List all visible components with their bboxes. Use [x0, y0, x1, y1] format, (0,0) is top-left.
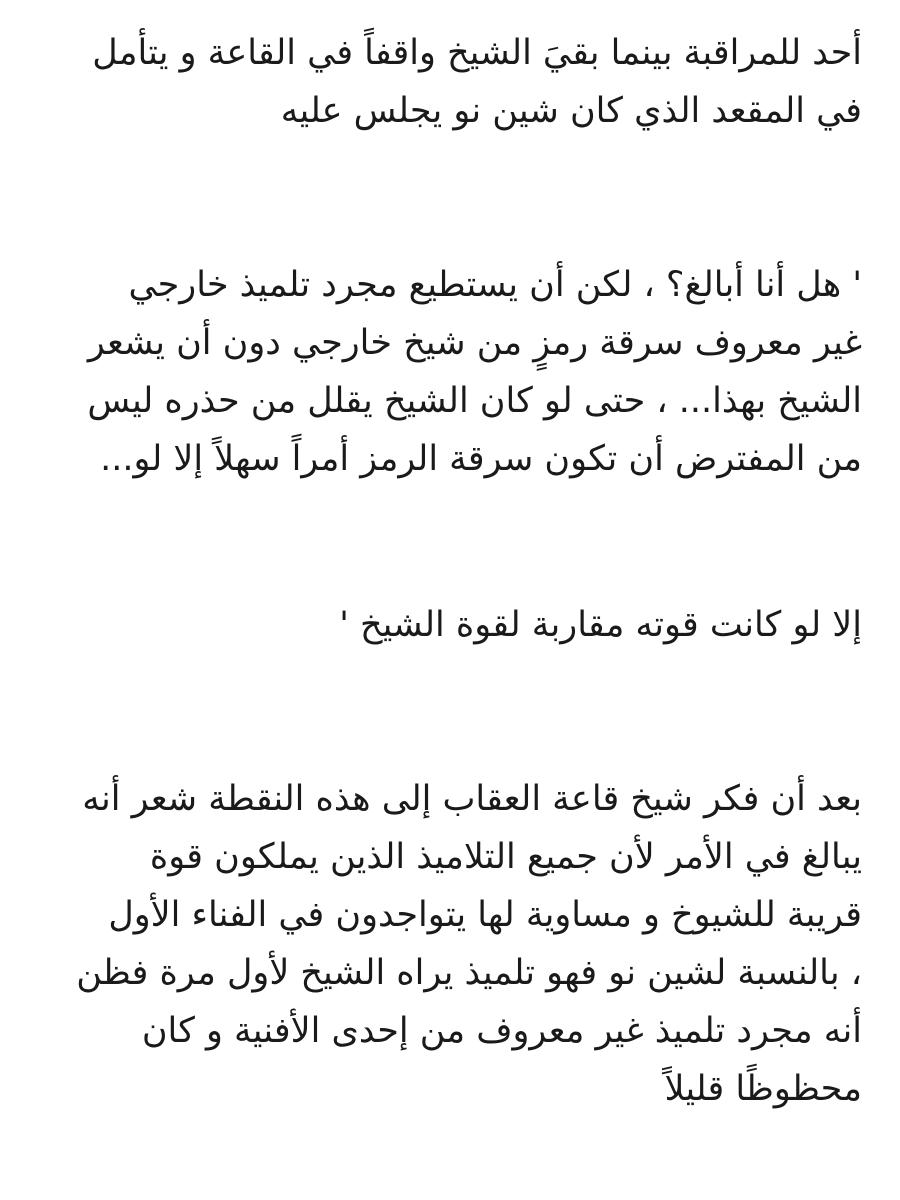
paragraph-line: غير معروف سرقة رمزٍ من شيخ خارجي دون أن يشعر: [87, 323, 862, 363]
paragraph-line: الشيخ بهذا... ، حتى لو كان الشيخ يقلل من حذره ليس: [87, 381, 862, 421]
paragraph-line: أحد للمراقبة بينما بقيَ الشيخ واقفاً في القاعة و يتأمل: [92, 33, 862, 73]
paragraph-line: إلا لو كانت قوته مقاربة لقوة الشيخ ': [339, 605, 862, 645]
paragraph-3: [40, 596, 862, 654]
paragraph-1: [40, 24, 862, 140]
paragraph-line: قريبة للشيوخ و مساوية لها يتواجدون في الفناء الأول: [108, 895, 862, 935]
paragraph-line: ، بالنسبة لشين نو فهو تلميذ يراه الشيخ لأول مرة فظن: [76, 953, 862, 993]
paragraph-4: [40, 770, 862, 1118]
paragraph-2: [40, 256, 862, 488]
paragraph-line: من المفترض أن تكون سرقة الرمز أمراً سهلاً إلا لو...: [100, 439, 862, 479]
paragraph-line: أنه مجرد تلميذ غير معروف من إحدى الأفنية و كان: [141, 1011, 862, 1051]
paragraph-line: محظوظًا قليلاً: [664, 1069, 862, 1109]
paragraph-line: يبالغ في الأمر لأن جميع التلاميذ الذين يملكون قوة: [149, 837, 862, 877]
paragraph-line: بعد أن فكر شيخ قاعة العقاب إلى هذه النقطة شعر أنه: [82, 779, 862, 819]
paragraph-line: ' هل أنا أبالغ؟ ، لكن أن يستطيع مجرد تلميذ خارجي: [128, 265, 862, 305]
paragraph-line: في المقعد الذي كان شين نو يجلس عليه: [280, 91, 862, 131]
